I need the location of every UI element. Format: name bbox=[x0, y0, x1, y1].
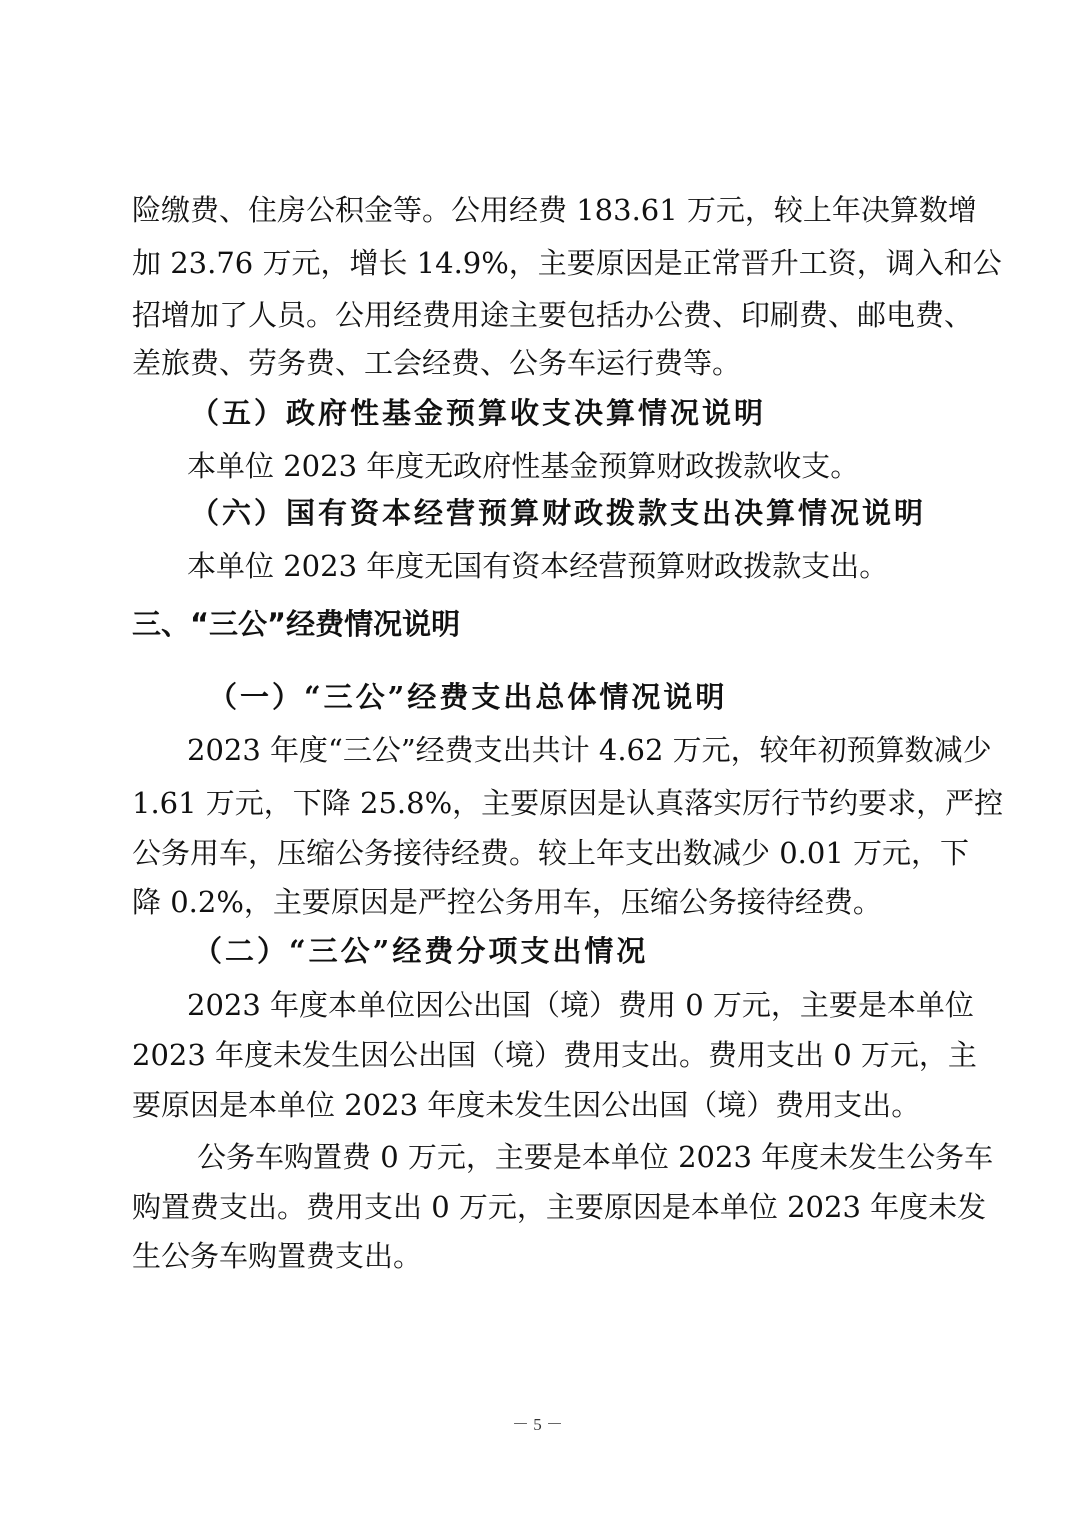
subsection-title: （二）“三公”经费分项支出情况 bbox=[193, 934, 649, 968]
paragraph-line: 差旅费、劳务费、工会经费、公务车运行费等。 bbox=[132, 346, 742, 380]
paragraph-line: 本单位 2023 年度无政府性基金预算财政拨款收支。 bbox=[187, 449, 860, 483]
subsection-title: （五）政府性基金预算收支决算情况说明 bbox=[190, 396, 767, 430]
paragraph-line: 要原因是本单位 2023 年度未发生因公出国（境）费用支出。 bbox=[132, 1088, 921, 1122]
paragraph-line: 降 0.2%，主要原因是严控公务用车，压缩公务接待经费。 bbox=[132, 885, 882, 919]
paragraph-line: 险缴费、住房公积金等。公用经费 183.61 万元，较上年决算数增 bbox=[132, 193, 977, 227]
paragraph-line: 2023 年度本单位因公出国（境）费用 0 万元，主要是本单位 bbox=[187, 988, 974, 1022]
paragraph-line: 2023 年度“三公”经费支出共计 4.62 万元，较年初预算数减少 bbox=[187, 733, 992, 767]
page-number: － 5 － bbox=[512, 1415, 563, 1434]
paragraph-line: 招增加了人员。公用经费用途主要包括办公费、印刷费、邮电费、 bbox=[132, 298, 974, 332]
subsection-title: （六）国有资本经营预算财政拨款支出决算情况说明 bbox=[190, 496, 927, 530]
paragraph-line: 2023 年度未发生因公出国（境）费用支出。费用支出 0 万元，主 bbox=[132, 1038, 977, 1072]
paragraph-line: 本单位 2023 年度无国有资本经营预算财政拨款支出。 bbox=[187, 549, 889, 583]
paragraph-line: 购置费支出。费用支出 0 万元，主要原因是本单位 2023 年度未发 bbox=[132, 1190, 987, 1224]
paragraph-line: 1.61 万元，下降 25.8%，主要原因是认真落实厉行节约要求，严控 bbox=[132, 786, 1004, 820]
paragraph-line: 公务车购置费 0 万元，主要是本单位 2023 年度未发生公务车 bbox=[197, 1140, 994, 1174]
paragraph-line: 生公务车购置费支出。 bbox=[132, 1239, 423, 1273]
subsection-title: （一）“三公”经费支出总体情况说明 bbox=[208, 680, 728, 714]
paragraph-line: 公务用车，压缩公务接待经费。较上年支出数减少 0.01 万元，下 bbox=[132, 836, 970, 870]
section-heading: 三、“三公”经费情况说明 bbox=[132, 607, 461, 641]
paragraph-line: 加 23.76 万元，增长 14.9%，主要原因是正常晋升工资，调入和公 bbox=[132, 246, 1002, 280]
